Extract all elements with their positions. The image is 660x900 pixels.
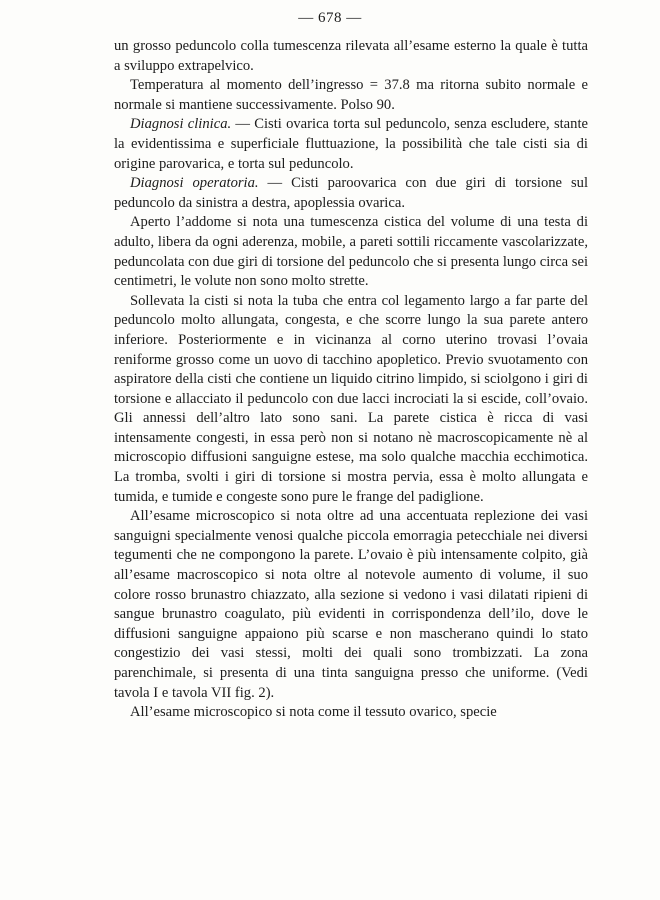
body-text [114,37,588,723]
page-number: — 678 — [298,10,362,26]
paragraph: All’esame microscopico si nota come il tessuto ovarico, specie [130,704,497,721]
paragraph: un grosso peduncolo colla tumescenza rilevata all’esame esterno la quale è tutta a sviluppo extrapelvico. [114,38,588,74]
paragraph: Temperatura al momento dell’ingresso = 37.8 ma ritorna subito normale e normale si mantiene successivamente. Polso 90. [114,77,588,113]
paragraph-diagnosi-clinica: Diagnosi clinica. — Cisti ovarica torta sul peduncolo, senza escludere, stante la evidentissima e superficiale fluttuazione, la possibilità che tale cisti sia di origine parovarica, e torta sul peduncolo. [114,116,588,172]
paragraph: Sollevata la cisti si nota la tuba che entra col legamento largo a far parte del peduncolo molto allungata, congesta, e che scorre lungo la sua parete antero inferiore. Posteriormente e in vicinanza al corno uterino trovasi l’ovaia reniforme grosso come un uovo di tacchino apopletico. Previo svuotamento con aspiratore della cisti che contiene un liquido citrino limpido, si sciolgono i giri di torsione e allacciato il peduncolo con due lacci incrociati la si escide, coll’ovaio. Gli annessi dell’altro lato sono sani. La parete cistica è ricca di vasi intensamente congesti, in essa però non si notano nè macroscopicamente nè al microscopio diffusioni sanguigne estese, ma solo qualche macchia ecchimotica. La tromba, svolti i giri di torsione si mostra pervia, essa è molto allungata e tumida, e tumide e congeste sono pure le frange del padiglione. [114,292,588,505]
paragraph-label: Diagnosi clinica. [130,116,232,133]
paragraph-label: Diagnosi operatoria. [130,175,259,192]
paragraph-diagnosi-operatoria: Diagnosi operatoria. — Cisti paroovarica con due giri di torsione sul peduncolo da sinistra a destra, apoplessia ovarica. [114,175,589,211]
paragraph: Aperto l’addome si nota una tumescenza cistica del volume di una testa di adulto, libera da ogni aderenza, mobile, a pareti sottili riccamente vascolarizzate, peduncolata con due giri di torsione del peduncolo che si presenta lungo circa sei centimetri, le volute non sono molto strette. [114,214,588,290]
paragraph: All’esame microscopico si nota oltre ad una accentuata replezione dei vasi sanguigni specialmente venosi qualche piccola emorragia petecchiale nei diversi tegumenti che ne compongono la parete. L’ovaio è più intensamente colpito, già all’esame macroscopico si nota oltre al notevole aumento di volume, il suo colore rosso brunastro chiazzato, alla sezione si vedono i vasi dilatati ripieni di sangue brunastro coagulato, più evidenti in corrispondenza dell’ilo, dove le diffusioni sanguigne appaiono più scarse e non mascherano quindi lo stato congestizio dei vasi stessi, molti dei quali sono trombizzati. La zona parenchimale, si presenta di una tinta sanguigna presso che uniforme. (Vedi tavola I e tavola VII fig. 2). [114,508,588,701]
